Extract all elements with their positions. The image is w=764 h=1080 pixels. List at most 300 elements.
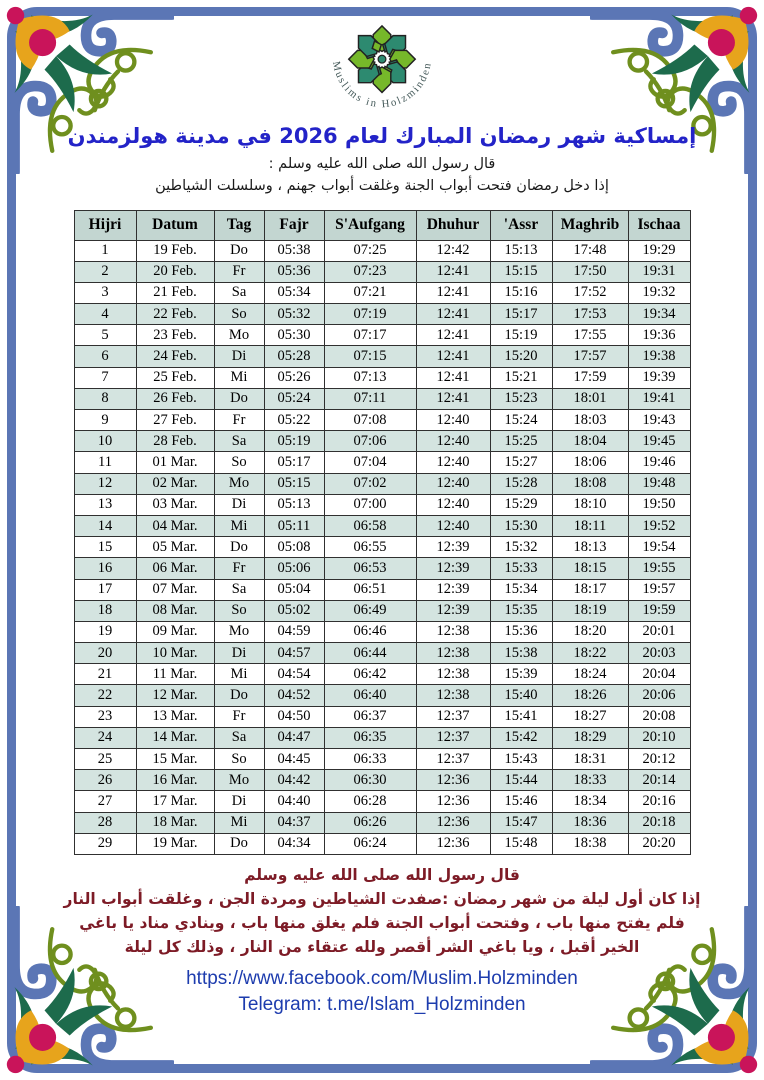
table-cell: 07:00 <box>324 494 416 515</box>
table-cell: 12:41 <box>416 388 490 409</box>
table-row <box>74 749 690 770</box>
table-cell: 18:15 <box>552 558 628 579</box>
table-cell: 05:13 <box>264 494 324 515</box>
table-cell: 04:50 <box>264 706 324 727</box>
table-cell: 18:33 <box>552 770 628 791</box>
table-cell: 06:37 <box>324 706 416 727</box>
table-cell: 5 <box>74 325 136 346</box>
table-cell: 07:11 <box>324 388 416 409</box>
table-cell: Sa <box>214 431 264 452</box>
table-cell: Do <box>214 388 264 409</box>
table-cell: 18:19 <box>552 600 628 621</box>
table-cell: 06:28 <box>324 791 416 812</box>
table-cell: 18:03 <box>552 410 628 431</box>
table-cell: Fr <box>214 558 264 579</box>
table-cell: 06:51 <box>324 579 416 600</box>
table-cell: 05:38 <box>264 240 324 261</box>
table-cell: 19:34 <box>628 304 690 325</box>
table-cell: 12:41 <box>416 282 490 303</box>
table-cell: 23 Feb. <box>136 325 214 346</box>
table-row <box>74 494 690 515</box>
table-cell: Mi <box>214 812 264 833</box>
table-cell: 19:55 <box>628 558 690 579</box>
table-cell: 18:31 <box>552 749 628 770</box>
table-cell: 18:11 <box>552 515 628 536</box>
table-cell: 05:26 <box>264 367 324 388</box>
table-cell: 20:04 <box>628 664 690 685</box>
table-cell: 05:04 <box>264 579 324 600</box>
table-cell: 07:02 <box>324 473 416 494</box>
table-cell: 09 Mar. <box>136 621 214 642</box>
table-row <box>74 643 690 664</box>
table-cell: 12:38 <box>416 643 490 664</box>
column-header: Datum <box>136 210 214 240</box>
table-cell: 12:36 <box>416 812 490 833</box>
table-row <box>74 685 690 706</box>
table-row <box>74 515 690 536</box>
table-row <box>74 706 690 727</box>
table-cell: 12 Mar. <box>136 685 214 706</box>
table-cell: 12:42 <box>416 240 490 261</box>
table-cell: 12:41 <box>416 325 490 346</box>
table-header-row <box>74 210 690 240</box>
table-cell: 20:08 <box>628 706 690 727</box>
table-cell: Mo <box>214 473 264 494</box>
table-cell: 17:55 <box>552 325 628 346</box>
table-cell: 19:45 <box>628 431 690 452</box>
table-cell: 05:22 <box>264 410 324 431</box>
table-cell: 04:59 <box>264 621 324 642</box>
table-cell: 07:08 <box>324 410 416 431</box>
table-cell: 19:36 <box>628 325 690 346</box>
table-cell: Di <box>214 791 264 812</box>
table-cell: 19:48 <box>628 473 690 494</box>
table-row <box>74 388 690 409</box>
table-row <box>74 240 690 261</box>
table-cell: 12:38 <box>416 685 490 706</box>
table-cell: 12 <box>74 473 136 494</box>
table-cell: 15:34 <box>490 579 552 600</box>
table-cell: 19:50 <box>628 494 690 515</box>
table-cell: 15:47 <box>490 812 552 833</box>
table-cell: 15:35 <box>490 600 552 621</box>
table-row <box>74 727 690 748</box>
table-cell: 15 <box>74 537 136 558</box>
table-row <box>74 621 690 642</box>
table-cell: 12:37 <box>416 706 490 727</box>
table-cell: Do <box>214 537 264 558</box>
table-row <box>74 558 690 579</box>
table-cell: 04:57 <box>264 643 324 664</box>
table-cell: Mo <box>214 621 264 642</box>
table-cell: Di <box>214 346 264 367</box>
table-cell: 14 Mar. <box>136 727 214 748</box>
table-cell: 17:50 <box>552 261 628 282</box>
table-cell: 15:46 <box>490 791 552 812</box>
table-cell: 20:14 <box>628 770 690 791</box>
table-cell: 15:17 <box>490 304 552 325</box>
table-cell: 16 Mar. <box>136 770 214 791</box>
table-cell: 18 <box>74 600 136 621</box>
table-cell: 22 <box>74 685 136 706</box>
table-cell: 07:19 <box>324 304 416 325</box>
table-row <box>74 431 690 452</box>
table-cell: 07:25 <box>324 240 416 261</box>
table-cell: 15:28 <box>490 473 552 494</box>
column-header: Dhuhur <box>416 210 490 240</box>
table-cell: 12:40 <box>416 410 490 431</box>
table-cell: 04:54 <box>264 664 324 685</box>
table-row <box>74 664 690 685</box>
table-cell: 10 Mar. <box>136 643 214 664</box>
table-cell: 19:38 <box>628 346 690 367</box>
table-row <box>74 600 690 621</box>
table-cell: 17:53 <box>552 304 628 325</box>
table-cell: 25 Feb. <box>136 367 214 388</box>
intro-hadith <box>0 154 764 198</box>
table-cell: 06:49 <box>324 600 416 621</box>
table-cell: 05:02 <box>264 600 324 621</box>
table-row <box>74 833 690 854</box>
intro-line-1: قال رسول الله صلى الله عليه وسلم : <box>268 156 496 172</box>
table-cell: 04 Mar. <box>136 515 214 536</box>
table-cell: 05:32 <box>264 304 324 325</box>
table-cell: 17:59 <box>552 367 628 388</box>
column-header: Hijri <box>74 210 136 240</box>
table-cell: 12:36 <box>416 833 490 854</box>
table-cell: 18:01 <box>552 388 628 409</box>
table-cell: 06:42 <box>324 664 416 685</box>
page-title: إمساكية شهر رمضان المبارك لعام 2026 في مدينة هولزمندن <box>67 124 697 148</box>
intro-line-2: إذا دخل رمضان فتحت أبواب الجنة وغلقت أبواب جهنم ، وسلسلت الشياطين <box>155 177 609 194</box>
table-cell: 19:31 <box>628 261 690 282</box>
table-cell: 15 Mar. <box>136 749 214 770</box>
table-row <box>74 346 690 367</box>
table-cell: 27 <box>74 791 136 812</box>
table-cell: 18:08 <box>552 473 628 494</box>
table-cell: Sa <box>214 727 264 748</box>
table-cell: 9 <box>74 410 136 431</box>
table-cell: 15:27 <box>490 452 552 473</box>
table-cell: 05:36 <box>264 261 324 282</box>
table-cell: 12:37 <box>416 749 490 770</box>
table-cell: 05:30 <box>264 325 324 346</box>
table-cell: 3 <box>74 282 136 303</box>
table-cell: Di <box>214 643 264 664</box>
table-cell: 19:57 <box>628 579 690 600</box>
table-cell: 20 <box>74 643 136 664</box>
table-cell: 11 <box>74 452 136 473</box>
table-cell: 20:03 <box>628 643 690 664</box>
table-cell: 15:39 <box>490 664 552 685</box>
table-cell: 17:57 <box>552 346 628 367</box>
table-cell: 12:39 <box>416 537 490 558</box>
table-cell: 27 Feb. <box>136 410 214 431</box>
table-cell: 04:52 <box>264 685 324 706</box>
table-cell: 19:39 <box>628 367 690 388</box>
table-cell: 12:37 <box>416 727 490 748</box>
table-row <box>74 537 690 558</box>
table-cell: 21 <box>74 664 136 685</box>
table-cell: 6 <box>74 346 136 367</box>
table-cell: 07 Mar. <box>136 579 214 600</box>
table-cell: 06:40 <box>324 685 416 706</box>
table-cell: 15:29 <box>490 494 552 515</box>
table-cell: 05:34 <box>264 282 324 303</box>
table-cell: 06:33 <box>324 749 416 770</box>
table-cell: 12:40 <box>416 431 490 452</box>
column-header: Tag <box>214 210 264 240</box>
table-cell: 15:48 <box>490 833 552 854</box>
table-cell: 28 <box>74 812 136 833</box>
table-cell: 18:17 <box>552 579 628 600</box>
table-cell: 06 Mar. <box>136 558 214 579</box>
table-cell: 19:46 <box>628 452 690 473</box>
table-cell: 20:18 <box>628 812 690 833</box>
social-links <box>0 966 764 1017</box>
table-cell: 07:04 <box>324 452 416 473</box>
table-cell: 20:16 <box>628 791 690 812</box>
table-cell: 17:52 <box>552 282 628 303</box>
table-cell: 12:41 <box>416 346 490 367</box>
table-cell: 18:04 <box>552 431 628 452</box>
table-cell: 05:06 <box>264 558 324 579</box>
table-cell: 04:45 <box>264 749 324 770</box>
table-cell: 20:12 <box>628 749 690 770</box>
table-cell: 18:36 <box>552 812 628 833</box>
table-row <box>74 812 690 833</box>
table-cell: 12:40 <box>416 494 490 515</box>
table-row <box>74 452 690 473</box>
table-cell: 22 Feb. <box>136 304 214 325</box>
column-header: Ischaa <box>628 210 690 240</box>
table-cell: 14 <box>74 515 136 536</box>
table-cell: 12:39 <box>416 600 490 621</box>
table-cell: 4 <box>74 304 136 325</box>
table-cell: 18:20 <box>552 621 628 642</box>
table-cell: Mi <box>214 515 264 536</box>
table-cell: 06:58 <box>324 515 416 536</box>
table-cell: Fr <box>214 261 264 282</box>
table-cell: 20:10 <box>628 727 690 748</box>
telegram-link[interactable]: Telegram: t.me/Islam_Holzminden <box>238 993 526 1015</box>
table-cell: 20:06 <box>628 685 690 706</box>
table-cell: 19:43 <box>628 410 690 431</box>
table-row <box>74 770 690 791</box>
hadith-line: الخير أقبل ، ويا باغي الشر أقصر ولله عتقاء من النار ، وذلك كل ليلة <box>124 937 640 956</box>
table-cell: 19:29 <box>628 240 690 261</box>
table-cell: 19 Feb. <box>136 240 214 261</box>
footer-hadith <box>60 863 704 959</box>
table-cell: 07:17 <box>324 325 416 346</box>
table-cell: 10 <box>74 431 136 452</box>
table-cell: 15:20 <box>490 346 552 367</box>
table-cell: 15:23 <box>490 388 552 409</box>
content-area <box>0 18 764 1017</box>
table-cell: 15:15 <box>490 261 552 282</box>
table-cell: 06:30 <box>324 770 416 791</box>
table-cell: 05:15 <box>264 473 324 494</box>
table-cell: 05:11 <box>264 515 324 536</box>
table-cell: 15:24 <box>490 410 552 431</box>
table-row <box>74 791 690 812</box>
table-row <box>74 282 690 303</box>
table-cell: 12:40 <box>416 452 490 473</box>
column-header: S'Aufgang <box>324 210 416 240</box>
table-cell: 04:40 <box>264 791 324 812</box>
table-cell: 24 Feb. <box>136 346 214 367</box>
table-cell: 28 Feb. <box>136 431 214 452</box>
table-cell: 08 Mar. <box>136 600 214 621</box>
table-cell: Do <box>214 685 264 706</box>
table-cell: 15:41 <box>490 706 552 727</box>
table-cell: Sa <box>214 579 264 600</box>
table-cell: 15:43 <box>490 749 552 770</box>
table-cell: 18:06 <box>552 452 628 473</box>
table-cell: Mo <box>214 770 264 791</box>
table-cell: 06:26 <box>324 812 416 833</box>
table-cell: 01 Mar. <box>136 452 214 473</box>
hadith-line: إذا كان أول ليلة من شهر رمضان :صفدت الشياطين ومردة الجن ، وغلقت أبواب النار <box>63 889 701 908</box>
facebook-link[interactable]: https://www.facebook.com/Muslim.Holzminden <box>186 968 578 989</box>
table-cell: 1 <box>74 240 136 261</box>
table-cell: 06:53 <box>324 558 416 579</box>
table-cell: 15:38 <box>490 643 552 664</box>
table-cell: 15:19 <box>490 325 552 346</box>
table-cell: 04:42 <box>264 770 324 791</box>
table-cell: 05 Mar. <box>136 537 214 558</box>
table-cell: 12:40 <box>416 473 490 494</box>
table-cell: 04:34 <box>264 833 324 854</box>
table-cell: 15:33 <box>490 558 552 579</box>
table-cell: 05:17 <box>264 452 324 473</box>
table-cell: 18:34 <box>552 791 628 812</box>
table-cell: 18:38 <box>552 833 628 854</box>
table-cell: 7 <box>74 367 136 388</box>
table-cell: 12:39 <box>416 558 490 579</box>
table-cell: 02 Mar. <box>136 473 214 494</box>
table-cell: 06:44 <box>324 643 416 664</box>
table-cell: 16 <box>74 558 136 579</box>
table-cell: 24 <box>74 727 136 748</box>
table-cell: 18:29 <box>552 727 628 748</box>
table-cell: Sa <box>214 282 264 303</box>
table-cell: 20:01 <box>628 621 690 642</box>
table-cell: So <box>214 600 264 621</box>
table-cell: 20:20 <box>628 833 690 854</box>
table-cell: 06:46 <box>324 621 416 642</box>
table-cell: 15:42 <box>490 727 552 748</box>
table-cell: 18:26 <box>552 685 628 706</box>
table-cell: 05:08 <box>264 537 324 558</box>
table-cell: Do <box>214 833 264 854</box>
table-cell: 06:55 <box>324 537 416 558</box>
table-cell: 18 Mar. <box>136 812 214 833</box>
table-row <box>74 473 690 494</box>
table-cell: 12:38 <box>416 621 490 642</box>
table-cell: 15:30 <box>490 515 552 536</box>
table-cell: 12:38 <box>416 664 490 685</box>
table-cell: 12:41 <box>416 304 490 325</box>
table-cell: 17:48 <box>552 240 628 261</box>
table-cell: 06:35 <box>324 727 416 748</box>
hadith-line: فلم يفتح منها باب ، وفتحت أبواب الجنة فلم يغلق منها باب ، وينادي مناد يا باغي <box>79 913 685 932</box>
table-row <box>74 325 690 346</box>
table-cell: 15:16 <box>490 282 552 303</box>
table-cell: 15:25 <box>490 431 552 452</box>
table-cell: 05:19 <box>264 431 324 452</box>
table-cell: 19:59 <box>628 600 690 621</box>
prayer-times-table <box>74 210 691 855</box>
table-cell: 19 <box>74 621 136 642</box>
table-cell: 17 <box>74 579 136 600</box>
table-cell: 13 Mar. <box>136 706 214 727</box>
table-cell: Mi <box>214 367 264 388</box>
table-row <box>74 367 690 388</box>
logo <box>294 18 470 116</box>
table-cell: Fr <box>214 410 264 431</box>
table-cell: 05:24 <box>264 388 324 409</box>
table-cell: 12:39 <box>416 579 490 600</box>
table-cell: 07:21 <box>324 282 416 303</box>
table-cell: 03 Mar. <box>136 494 214 515</box>
table-cell: 15:32 <box>490 537 552 558</box>
table-row <box>74 261 690 282</box>
table-cell: 18:27 <box>552 706 628 727</box>
table-cell: 18:24 <box>552 664 628 685</box>
table-cell: 26 <box>74 770 136 791</box>
hadith-line: قال رسول الله صلى الله عليه وسلم <box>244 865 520 884</box>
table-cell: Do <box>214 240 264 261</box>
table-cell: 8 <box>74 388 136 409</box>
table-cell: 13 <box>74 494 136 515</box>
table-cell: 21 Feb. <box>136 282 214 303</box>
table-cell: 19:52 <box>628 515 690 536</box>
column-header: Maghrib <box>552 210 628 240</box>
table-cell: So <box>214 749 264 770</box>
table-cell: 20 Feb. <box>136 261 214 282</box>
table-cell: 07:15 <box>324 346 416 367</box>
table-cell: 11 Mar. <box>136 664 214 685</box>
table-row <box>74 304 690 325</box>
logo-text: Muslims in Holzminden <box>329 60 434 111</box>
table-cell: 12:41 <box>416 367 490 388</box>
table-cell: 15:21 <box>490 367 552 388</box>
table-cell: 18:22 <box>552 643 628 664</box>
table-cell: Di <box>214 494 264 515</box>
table-cell: 19:54 <box>628 537 690 558</box>
table-cell: 15:13 <box>490 240 552 261</box>
table-cell: So <box>214 304 264 325</box>
table-cell: 29 <box>74 833 136 854</box>
table-cell: 25 <box>74 749 136 770</box>
column-header: 'Assr <box>490 210 552 240</box>
table-cell: 07:06 <box>324 431 416 452</box>
table-cell: Mi <box>214 664 264 685</box>
table-cell: 15:40 <box>490 685 552 706</box>
table-cell: 18:13 <box>552 537 628 558</box>
table-cell: 19:32 <box>628 282 690 303</box>
table-cell: 19:41 <box>628 388 690 409</box>
table-row <box>74 410 690 431</box>
table-cell: 12:40 <box>416 515 490 536</box>
prayer-table-body <box>74 240 690 854</box>
table-cell: 19 Mar. <box>136 833 214 854</box>
table-cell: 12:36 <box>416 791 490 812</box>
table-cell: 17 Mar. <box>136 791 214 812</box>
table-cell: 12:41 <box>416 261 490 282</box>
table-cell: 26 Feb. <box>136 388 214 409</box>
